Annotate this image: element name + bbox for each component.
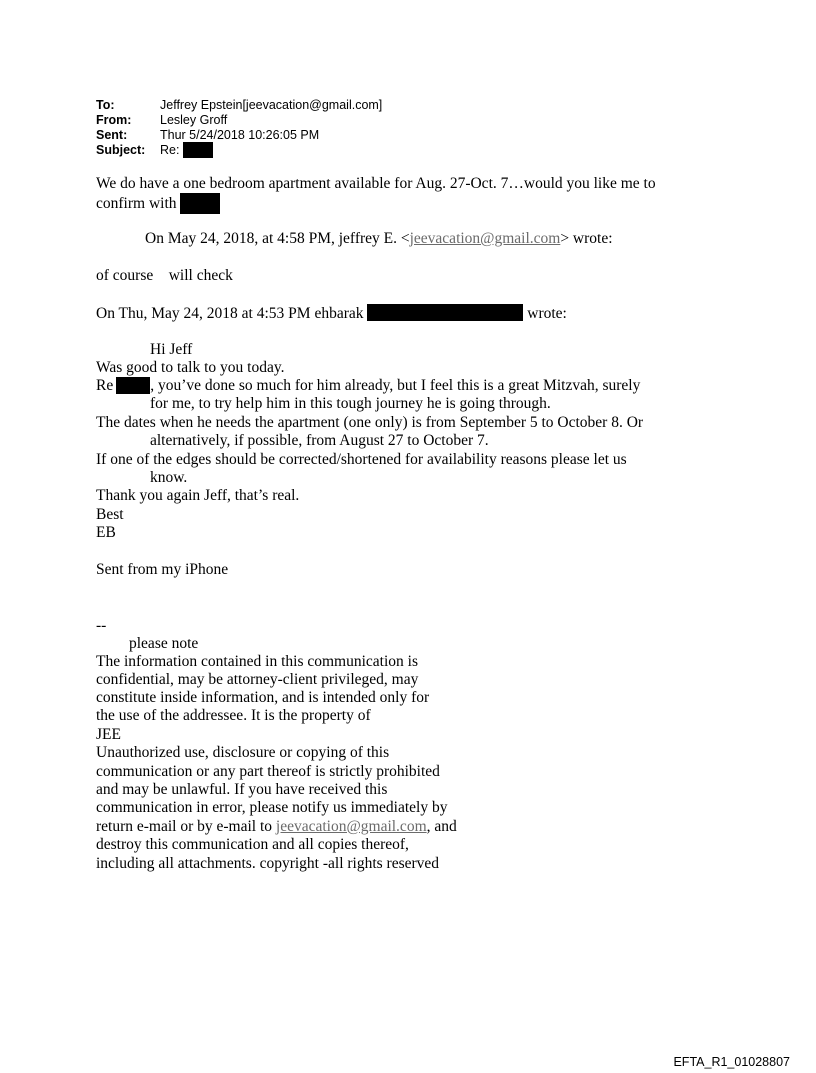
sent-from-line: Sent from my iPhone <box>96 561 229 578</box>
thanks-line: Thank you again Jeff, that’s real. <box>96 487 300 504</box>
to-label: To: <box>96 98 115 112</box>
quote2-prefix: On Thu, May 24, 2018 at 4:53 PM ehbarak <box>96 305 364 322</box>
quote1-attribution <box>145 230 613 248</box>
from-label: From: <box>96 113 132 127</box>
header-to <box>96 97 382 113</box>
redaction-box <box>367 304 523 321</box>
dates-line-2: alternatively, if possible, from August 27 to October 7. <box>150 432 489 449</box>
subject-label: Subject: <box>96 143 146 157</box>
redaction-box <box>116 377 150 394</box>
disclaimer-line: the use of the addressee. It is the property of <box>96 707 371 724</box>
edges-line-2: know. <box>150 469 188 486</box>
of-course-line <box>96 267 233 285</box>
header-from <box>96 112 227 128</box>
re-rest: , you’ve done so much for him already, but I feel this is a great Mitzvah, surely <box>150 377 641 394</box>
l10-prefix: return e-mail or by e-mail to <box>96 818 276 835</box>
hi-jeff: Hi Jeff <box>150 341 193 358</box>
disclaimer-line: Unauthorized use, disclosure or copying of this <box>96 744 390 761</box>
please-note: please note <box>129 635 199 652</box>
disclaimer-line-email <box>96 818 457 836</box>
signature-dashes: -- <box>96 617 107 634</box>
disclaimer-line: JEE <box>96 726 121 743</box>
header-subject <box>96 142 213 158</box>
quote2-attribution <box>96 304 567 323</box>
from-value: Lesley Groff <box>160 113 228 127</box>
disclaimer-line: constitute inside information, and is intended only for <box>96 689 430 706</box>
disclaimer-line: and may be unlawful. If you have received this <box>96 781 388 798</box>
reply-line-1: We do have a one bedroom apartment available for Aug. 27-Oct. 7…would you like me to <box>96 175 656 192</box>
best-line: Best <box>96 506 124 523</box>
dates-line-1: The dates when he needs the apartment (one only) is from September 5 to October 8. Or <box>96 414 644 431</box>
quote1-suffix: > wrote: <box>560 230 613 247</box>
redaction-box <box>183 142 213 158</box>
document-id: EFTA_R1_01028807 <box>673 1055 790 1069</box>
sent-value: Thur 5/24/2018 10:26:05 PM <box>160 128 320 142</box>
disclaimer-line: The information contained in this communication is <box>96 653 418 670</box>
quote1-prefix: On May 24, 2018, at 4:58 PM, jeffrey E. < <box>145 230 410 247</box>
subject-value: Re: <box>160 143 180 157</box>
quote1-email-link[interactable]: jeevacation@gmail.com <box>409 230 561 247</box>
edges-line-1: If one of the edges should be corrected/shortened for availability reasons please let us <box>96 451 627 468</box>
disclaimer-line: communication in error, please notify us immediately by <box>96 799 448 816</box>
re-prefix: Re <box>96 377 114 394</box>
reply-line-2 <box>96 193 220 214</box>
reply-line-2-text: confirm with <box>96 195 177 212</box>
re-continuation: for me, to try help him in this tough journey he is going through. <box>150 395 551 412</box>
to-value: Jeffrey Epstein[jeevacation@gmail.com] <box>160 98 383 112</box>
re-line <box>96 377 640 395</box>
was-good-line: Was good to talk to you today. <box>96 359 285 376</box>
redaction-box <box>180 193 220 214</box>
disclaimer-line: confidential, may be attorney-client privileged, may <box>96 671 419 688</box>
disclaimer-email-link[interactable]: jeevacation@gmail.com <box>275 818 427 835</box>
quote2-suffix: wrote: <box>527 305 567 322</box>
of-course-text: of course will check <box>96 267 233 284</box>
header-sent <box>96 127 319 143</box>
sent-label: Sent: <box>96 128 128 142</box>
eb-line: EB <box>96 524 116 541</box>
disclaimer-line: including all attachments. copyright -all rights reserved <box>96 855 440 872</box>
l10-suffix: , and <box>426 818 457 835</box>
disclaimer-line: communication or any part thereof is strictly prohibited <box>96 763 440 780</box>
disclaimer-line: destroy this communication and all copies thereof, <box>96 836 409 853</box>
